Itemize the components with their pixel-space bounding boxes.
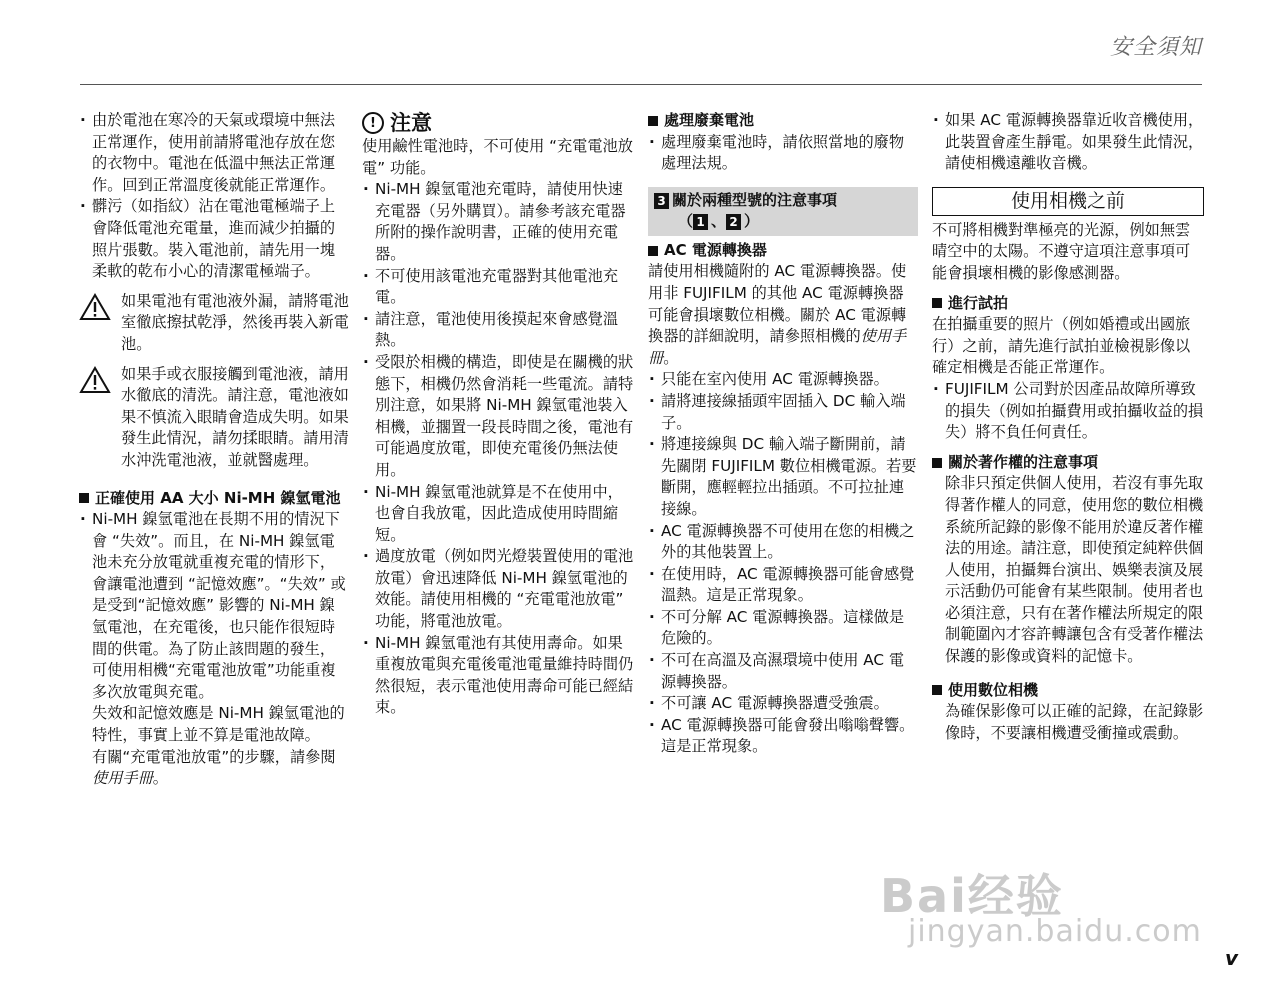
caution-item: · 不可使用該電池充電器對其他電池充電。 — [362, 266, 634, 309]
square-bullet-icon — [932, 685, 942, 695]
warning-contact-text: 如果手或衣服接觸到電池液，請用水徹底的清洗。請注意，電池液如果不慎流入眼睛會造成失明。如果發生此情況，請勿揉眼睛。請用清水沖洗電池液，並就醫處理。 — [121, 364, 349, 469]
use-camera-text: 為確保影像可以正確的記錄，在記錄影像時，不要讓相機遭受衝撞或震動。 — [945, 702, 1204, 742]
warning-leak — [79, 291, 349, 356]
model-badge-1: 1 — [693, 214, 708, 230]
caution-heading: ! 注意 — [362, 110, 634, 136]
square-bullet-icon — [932, 298, 942, 308]
ac-item: · 不可分解 AC 電源轉換器。這樣做是危險的。 — [648, 607, 918, 650]
caution-item: · 過度放電（例如閃光燈裝置使用的電池放電）會迅速降低 Ni-MH 鎳氫電池的效能。請使用相機的 “充電電池放電” 功能，將電池放電。 — [362, 546, 634, 632]
warning-leak-text: 如果電池有電池液外漏，請將電池室徹底擦拭乾淨，然後再裝入新電池。 — [121, 291, 349, 353]
square-bullet-icon — [648, 246, 658, 256]
models-note-heading: 3 關於兩種型號的注意事項 （ 1 、 2 ） — [648, 187, 918, 236]
trial-heading: 進行試拍 — [932, 293, 1204, 315]
caution-item: · Ni-MH 鎳氫電池充電時，請使用快速充電器（另外購買）。請參考該充電器所附的操作說明書，正確的使用充電器。 — [362, 179, 634, 265]
column-3 — [648, 110, 918, 758]
caution-circle-icon: ! — [362, 112, 384, 134]
watermark-url: jingyan.baidu.com — [908, 914, 1202, 949]
ac-item: · 不可在高溫及高濕環境中使用 AC 電源轉換器。 — [648, 650, 918, 693]
ac-adapter-intro: 請使用相機隨附的 AC 電源轉換器。使用非 FUJIFILM 的其他 AC 電源轉換器可能會損壞數位相機。關於 AC 電源轉換器的詳細說明，請參照相機的使用手冊。 — [648, 262, 907, 367]
ac-item: · AC 電源轉換器可能會發出嗡嗡聲響。這是正常現象。 — [648, 715, 918, 758]
copyright-heading: 關於著作權的注意事項 — [932, 452, 1204, 474]
column-1 — [79, 110, 349, 790]
disposal-heading: 處理廢棄電池 — [648, 110, 918, 132]
ac-item: · 請將連接線插頭牢固插入 DC 輸入端子。 — [648, 391, 918, 434]
ac-adapter-heading: AC 電源轉換器 — [648, 240, 918, 262]
warning-triangle-icon — [79, 293, 111, 321]
page-title: 安全須知 — [1109, 35, 1202, 60]
trial-text: 在拍攝重要的照片（例如婚禮或出國旅行）之前，請先進行試拍並檢視影像以確定相機是否能正常運作。 — [932, 315, 1191, 377]
column-4 — [932, 110, 1204, 744]
caution-intro: 使用鹼性電池時，不可使用 “充電電池放電” 功能。 — [362, 137, 633, 177]
caution-item: · 請注意，電池使用後摸起來會感覺溫熱。 — [362, 309, 634, 352]
section-nimh-heading: 正確使用 AA 大小 Ni-MH 鎳氫電池 — [79, 488, 349, 510]
bullet-terminals: · 髒污（如指紋）沾在電池電極端子上會降低電池充電量，進而減少拍攝的照片張數。裝入電池前，請先用一塊柔軟的乾布小心的清潔電極端子。 — [79, 196, 349, 282]
warning-contact — [79, 364, 349, 472]
caution-item: · Ni-MH 鎳氫電池就算是不在使用中，也會自我放電，因此造成使用時間縮短。 — [362, 482, 634, 547]
number-badge: 3 — [654, 193, 669, 209]
copyright-text: 除非只預定供個人使用，若沒有事先取得著作權人的同意，使用您的數位相機系統所記錄的影像不能用於違反著作權法的用途。請注意，即使預定純粹供個人使用，拍攝舞台演出、娛樂表演及展示活動仍可能會有某些限制。使用者也必須注意，只有在著作權法所規定的限制範圍內才容許轉讓包含有受著作權法保護的影像或資料的記憶卡。 — [945, 474, 1204, 666]
ac-item: · 只能在室內使用 AC 電源轉換器。 — [648, 369, 918, 391]
disposal-item: · 處理廢棄電池時，請依照當地的廢物處理法規。 — [648, 132, 918, 175]
watermark-logo: Bai经验 — [880, 869, 1064, 923]
before-use-heading: 使用相機之前 — [932, 187, 1204, 216]
radio-interference-item: · 如果 AC 電源轉換器靠近收音機使用，此裝置會產生靜電。如果發生此情況，請使相機遠離收音機。 — [932, 110, 1204, 175]
ac-item: · 將連接線與 DC 輸入端子斷開前，請先關閉 FUJIFILM 數位相機電源。若要斷開，應輕輕拉出插頭。不可拉扯連接線。 — [648, 434, 918, 520]
square-bullet-icon — [648, 116, 658, 126]
page-number: v — [1224, 946, 1238, 970]
use-camera-heading: 使用數位相機 — [932, 680, 1204, 702]
ac-item: · 在使用時，AC 電源轉換器可能會感覺溫熱。這是正常現象。 — [648, 564, 918, 607]
square-bullet-icon — [932, 458, 942, 468]
ac-item: · 不可讓 AC 電源轉換器遭受強震。 — [648, 693, 918, 715]
bullet-nimh: · Ni-MH 鎳氫電池在長期不用的情況下會 “失效”。而且，在 Ni-MH 鎳氫電池未充分放電就重複充電的情形下，會讓電池遭到 “記憶效應”。“失效” 或是受到“記憶效應” 影響的 Ni-MH 鎳氫電池，在充電後，也只能作很短時間的供電。為了防止該問題的發生，可使用相機“充電電池放電”功能重複多次放電與充電。 失效和記憶效應是 Ni-MH 鎳氫電池的特性，事實上並不算是電池故障。 有關“充電電池放電”的步驟，請參閱使用手冊。 — [79, 509, 349, 790]
square-bullet-icon — [79, 493, 89, 503]
caution-item: · Ni-MH 鎳氫電池有其使用壽命。如果重複放電與充電後電池電量維持時間仍然很短，表示電池使用壽命可能已經結束。 — [362, 633, 634, 719]
bullet-cold-weather: · 由於電池在寒冷的天氣或環境中無法正常運作，使用前請將電池存放在您的衣物中。電池在低溫中無法正常運作。回到正常溫度後就能正常運作。 — [79, 110, 349, 196]
ac-item: · AC 電源轉換器不可使用在您的相機之外的其他裝置上。 — [648, 521, 918, 564]
page-header — [80, 0, 1202, 85]
trial-item: · FUJIFILM 公司對於因產品故障所導致的損失（例如拍攝費用或拍攝收益的損失）將不負任何責任。 — [932, 379, 1204, 444]
model-badge-2: 2 — [726, 214, 741, 230]
before-use-text: 不可將相機對準極亮的光源，例如無雲晴空中的太陽。不遵守這項注意事項可能會損壞相機的影像感測器。 — [932, 220, 1191, 282]
caution-item: · 受限於相機的構造，即使是在關機的狀態下，相機仍然會消耗一些電流。請特別注意，如果將 Ni-MH 鎳氫電池裝入相機，並擱置一段長時間之後，電池有可能過度放電，即使充電後仍無法使用。 — [362, 352, 634, 482]
column-2 — [362, 110, 634, 719]
watermark — [880, 860, 1210, 960]
warning-triangle-icon — [79, 366, 111, 394]
